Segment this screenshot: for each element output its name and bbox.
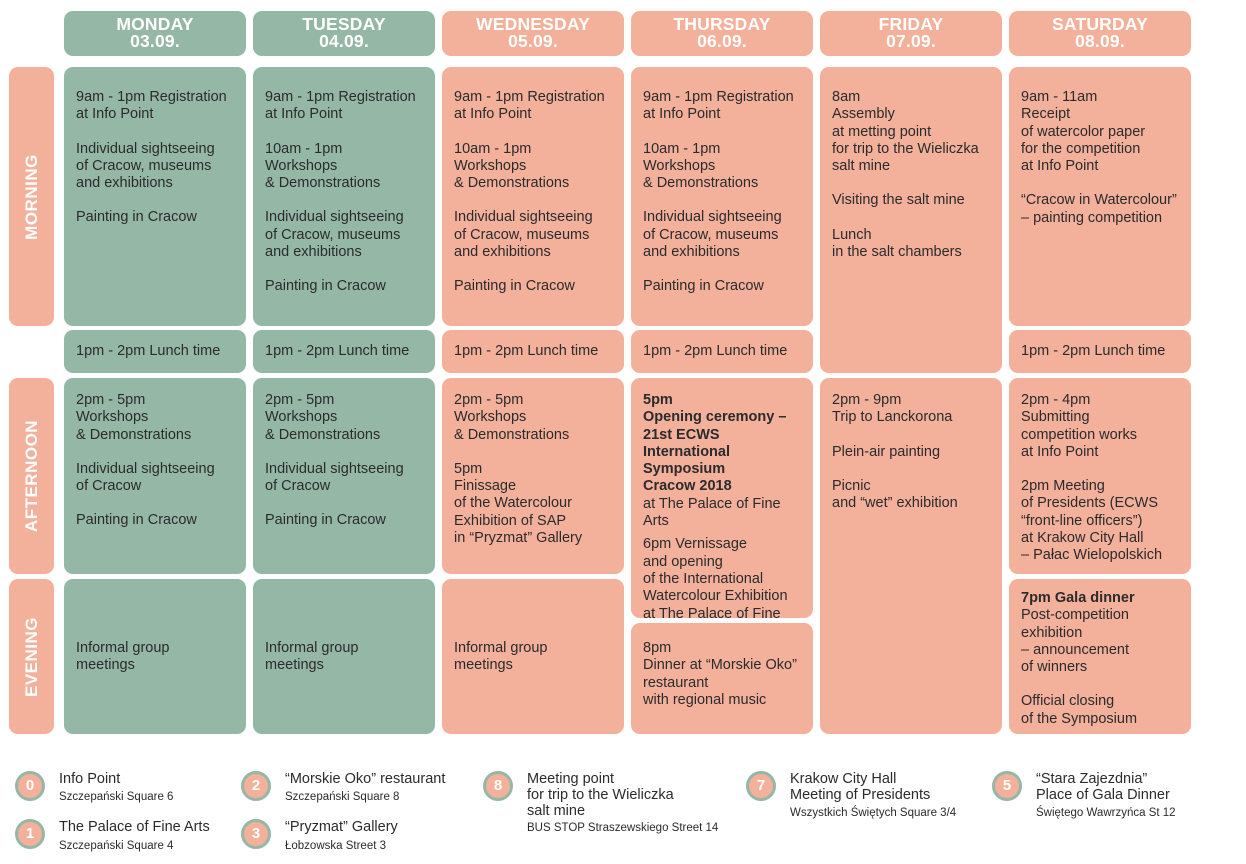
- event: 8am Assembly at metting point for trip to the Wieliczka salt mine: [832, 89, 979, 175]
- location-address: BUS STOP Straszewskiego Street 14: [527, 822, 719, 834]
- event: Painting in Cracow: [454, 278, 575, 295]
- header-wednesday: [442, 11, 624, 56]
- event: 6pm Vernissage and opening of the International Watercolour Exhibition at The Palace of Fine: [643, 536, 788, 622]
- lunch-wednesday: 1pm - 2pm Lunch time: [442, 330, 624, 373]
- event: 2pm - 4pm Submitting competition works at Info Point: [1021, 392, 1138, 460]
- legend-stara-zajezdnia: [992, 771, 1192, 821]
- event: Painting in Cracow: [265, 512, 386, 529]
- event-venue: at The Palace of Fine Arts: [643, 495, 781, 530]
- day-name: FRIDAY: [878, 14, 944, 34]
- event: 2pm - 5pm Workshops & Demonstrations: [454, 392, 570, 443]
- event: Painting in Cracow: [265, 278, 386, 295]
- event: Individual sightseeing of Cracow, museums and exhibitions: [454, 209, 593, 261]
- event: 9am - 1pm Registration at Info Point: [454, 89, 605, 123]
- afternoon-saturday: [1009, 378, 1191, 574]
- event: 2pm Meeting of Presidents (ECWS “front-line officers”) at Krakow City Hall – Pałac Wielopolskich: [1021, 478, 1163, 564]
- day-date: 04.09.: [319, 31, 369, 51]
- evening-thursday: [631, 623, 813, 734]
- day-date: 03.09.: [130, 31, 180, 51]
- header-saturday: [1009, 11, 1191, 56]
- event: Individual sightseeing of Cracow, museums and exhibitions: [265, 209, 404, 261]
- header-tuesday: [253, 11, 435, 56]
- location-number-badge: 1: [15, 819, 45, 849]
- event: Individual sightseeing of Cracow, museums and exhibitions: [643, 209, 782, 261]
- day-date: 05.09.: [508, 31, 558, 51]
- event: Informal group meetings: [454, 640, 548, 674]
- lunch-tuesday: 1pm - 2pm Lunch time: [253, 330, 435, 373]
- afternoon-evening-friday: [820, 378, 1002, 734]
- day-name: WEDNESDAY: [476, 14, 590, 34]
- evening-wednesday: [442, 579, 624, 734]
- event: 2pm - 5pm Workshops & Demonstrations: [265, 392, 381, 443]
- opening-ceremony: 5pm Opening ceremony – 21st ECWS International Symposium Cracow 2018: [643, 392, 787, 495]
- lunch-saturday: 1pm - 2pm Lunch time: [1009, 330, 1191, 373]
- location-number-badge: 0: [15, 771, 45, 801]
- event: Individual sightseeing of Cracow, museums and exhibitions: [76, 140, 215, 192]
- legend-palace-of-fine-arts: [15, 819, 235, 859]
- legend-morskie-oko: [241, 771, 471, 811]
- day-name: MONDAY: [116, 14, 194, 34]
- event: Individual sightseeing of Cracow: [76, 460, 215, 495]
- day-date: 08.09.: [1075, 31, 1125, 51]
- event: Individual sightseeing of Cracow: [265, 460, 404, 495]
- afternoon-monday: [64, 378, 246, 574]
- morning-monday: [64, 67, 246, 326]
- period-label: EVENING: [21, 616, 41, 697]
- event: Painting in Cracow: [643, 278, 764, 295]
- period-evening: [9, 579, 54, 734]
- location-number-badge: 3: [241, 819, 271, 849]
- location-address: Szczepański Square 6: [59, 791, 174, 803]
- location-title: Info Point: [59, 771, 121, 787]
- location-title: The Palace of Fine Arts: [59, 819, 210, 835]
- location-title: “Morskie Oko” restaurant: [285, 771, 446, 787]
- event: 10am - 1pm Workshops & Demonstrations: [265, 140, 381, 192]
- location-number-badge: 8: [483, 771, 513, 801]
- event: “Cracow in Watercolour” – painting competition: [1021, 192, 1177, 226]
- location-address: Wszystkich Świętych Square 3/4: [790, 807, 957, 819]
- legend-info-point: [15, 771, 235, 811]
- evening-tuesday: [253, 579, 435, 734]
- location-address: Szczepański Square 4: [59, 840, 174, 852]
- event: Lunch in the salt chambers: [832, 226, 962, 261]
- day-date: 07.09.: [886, 31, 936, 51]
- event: Picnic and “wet” exhibition: [832, 477, 958, 512]
- day-name: TUESDAY: [302, 14, 386, 34]
- period-afternoon: [9, 378, 54, 574]
- event: 9am - 11am Receipt of watercolor paper for the competition at Info Point: [1021, 89, 1146, 175]
- morning-tuesday: [253, 67, 435, 326]
- location-number-badge: 7: [746, 771, 776, 801]
- day-name: SATURDAY: [1052, 14, 1148, 34]
- event: 10am - 1pm Workshops & Demonstrations: [643, 140, 759, 192]
- evening-monday: [64, 579, 246, 734]
- event: Painting in Cracow: [76, 512, 197, 529]
- legend-pryzmat-gallery: [241, 819, 471, 859]
- morning-saturday: [1009, 67, 1191, 326]
- event: 2pm - 5pm Workshops & Demonstrations: [76, 392, 192, 443]
- location-title: “Pryzmat” Gallery: [285, 819, 398, 835]
- location-number-badge: 5: [992, 771, 1022, 801]
- day-date: 06.09.: [697, 31, 747, 51]
- location-title: Meeting point for trip to the Wieliczka salt mine: [527, 771, 674, 819]
- event: Painting in Cracow: [76, 209, 197, 226]
- event: Visiting the salt mine: [832, 192, 965, 209]
- header-thursday: [631, 11, 813, 56]
- header-monday: [64, 11, 246, 56]
- event: 2pm - 9pm Trip to Lanckorona: [832, 392, 953, 426]
- location-address: Łobzowska Street 3: [285, 840, 387, 852]
- location-address: Świętego Wawrzyńca St 12: [1036, 807, 1176, 819]
- location-title: Krakow City Hall Meeting of Presidents: [790, 771, 931, 803]
- morning-friday: [820, 67, 1002, 373]
- legend-krakow-city-hall: [746, 771, 976, 821]
- period-label: MORNING: [21, 153, 41, 240]
- morning-wednesday: [442, 67, 624, 326]
- location-title: “Stara Zajezdnia” Place of Gala Dinner: [1036, 771, 1170, 803]
- event: 9am - 1pm Registration at Info Point: [76, 89, 227, 123]
- lunch-thursday: 1pm - 2pm Lunch time: [631, 330, 813, 373]
- event: 9am - 1pm Registration at Info Point: [265, 89, 416, 123]
- event: Informal group meetings: [265, 640, 359, 674]
- event: Informal group meetings: [76, 640, 170, 674]
- event: Post-competition exhibition – announcement of winners: [1021, 607, 1130, 676]
- evening-saturday: [1009, 579, 1191, 734]
- period-label: AFTERNOON: [21, 419, 41, 533]
- lunch-monday: 1pm - 2pm Lunch time: [64, 330, 246, 373]
- event: Official closing of the Symposium: [1021, 693, 1138, 727]
- header-friday: [820, 11, 1002, 56]
- event: 9am - 1pm Registration at Info Point: [643, 89, 794, 123]
- event: 10am - 1pm Workshops & Demonstrations: [454, 140, 570, 192]
- period-morning: [9, 67, 54, 326]
- location-number-badge: 2: [241, 771, 271, 801]
- legend-meeting-point: [483, 771, 733, 841]
- morning-thursday: [631, 67, 813, 326]
- afternoon-tuesday: [253, 378, 435, 574]
- event: 8pm Dinner at “Morskie Oko” restaurant with regional music: [643, 640, 797, 708]
- event: Plein-air painting: [832, 443, 941, 460]
- location-address: Szczepański Square 8: [285, 791, 400, 803]
- event: 5pm Finissage of the Watercolour Exhibition of SAP in “Pryzmat” Gallery: [454, 460, 583, 547]
- day-name: THURSDAY: [673, 14, 771, 34]
- gala-dinner: 7pm Gala dinner: [1021, 590, 1135, 606]
- afternoon-thursday: [631, 378, 813, 622]
- afternoon-wednesday: [442, 378, 624, 574]
